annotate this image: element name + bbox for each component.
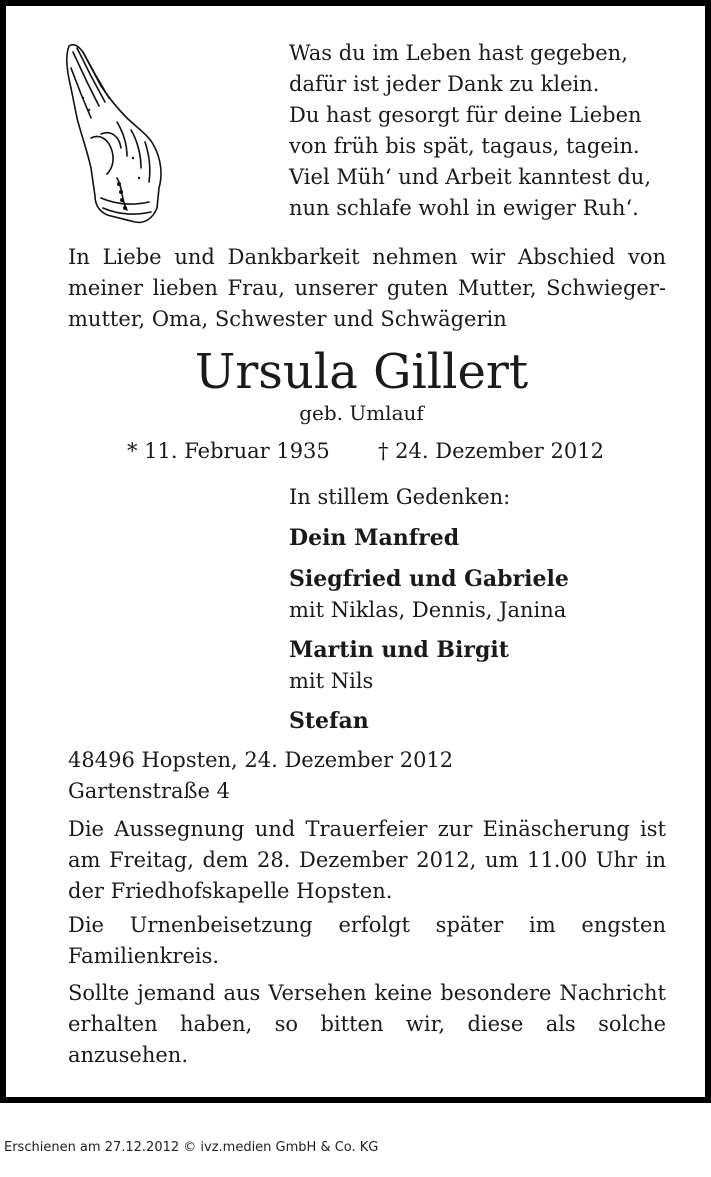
mourner-name: Stefan [289, 708, 369, 734]
service-paragraph: Die Aussegnung und Trauerfeier zur Einäscherung ist am Freitag, dem 28. Dezember 2012, um 11.00 Uhr in der Friedhofskapelle Hopsten. [68, 817, 666, 903]
address-block [68, 745, 666, 807]
poem [289, 38, 689, 224]
poem-line: dafür ist jeder Dank zu klein. [289, 72, 600, 96]
poem-line: von früh bis spät, tagaus, tagein. [289, 134, 640, 158]
notice-paragraph: Sollte jemand aus Versehen keine besondere Nachricht erhalten haben, so bitten wir, diese als solche anzusehen. [68, 981, 666, 1067]
birth-date: * 11. Februar 1935 [127, 439, 330, 463]
poem-line: Was du im Leben hast gegeben, [289, 41, 628, 65]
address-line: 48496 Hopsten, 24. Dezember 2012 [68, 748, 454, 772]
poem-line: Viel Müh‘ und Arbeit kanntest du, [289, 165, 652, 189]
mourner-name: Martin und Birgit [289, 637, 509, 663]
poem-line: Du hast gesorgt für deine Lieben [289, 103, 642, 127]
mourner-name: Siegfried und Gabriele [289, 566, 569, 592]
intro-text: In Liebe und Dankbarkeit nehmen wir Abschied von meiner lieben Frau, unserer guten Mutter, Schwiegermutter, Oma, Schwester und Schwägerin [68, 245, 666, 331]
mourners-heading: In stillem Gedenken: [289, 485, 511, 509]
deceased-name: Ursula Gillert [194, 344, 529, 400]
death-date: † 24. Dezember 2012 [378, 439, 604, 463]
publication-footer: Erschienen am 27.12.2012 © ivz.medien GmbH & Co. KG [4, 1140, 379, 1155]
maiden-name: geb. Umlauf [299, 401, 424, 425]
mourners-list [289, 482, 689, 737]
poem-line: nun schlafe wohl in ewiger Ruh‘. [289, 196, 639, 220]
urn-paragraph: Die Urnenbeisetzung erfolgt später im engsten Familienkreis. [68, 913, 666, 968]
mourner-name: Dein Manfred [289, 525, 460, 551]
praying-hands-icon [61, 38, 171, 228]
address-line: Gartenstraße 4 [68, 779, 230, 803]
mourner-sub: mit Nils [289, 669, 374, 693]
mourner-sub: mit Niklas, Dennis, Janina [289, 598, 567, 622]
